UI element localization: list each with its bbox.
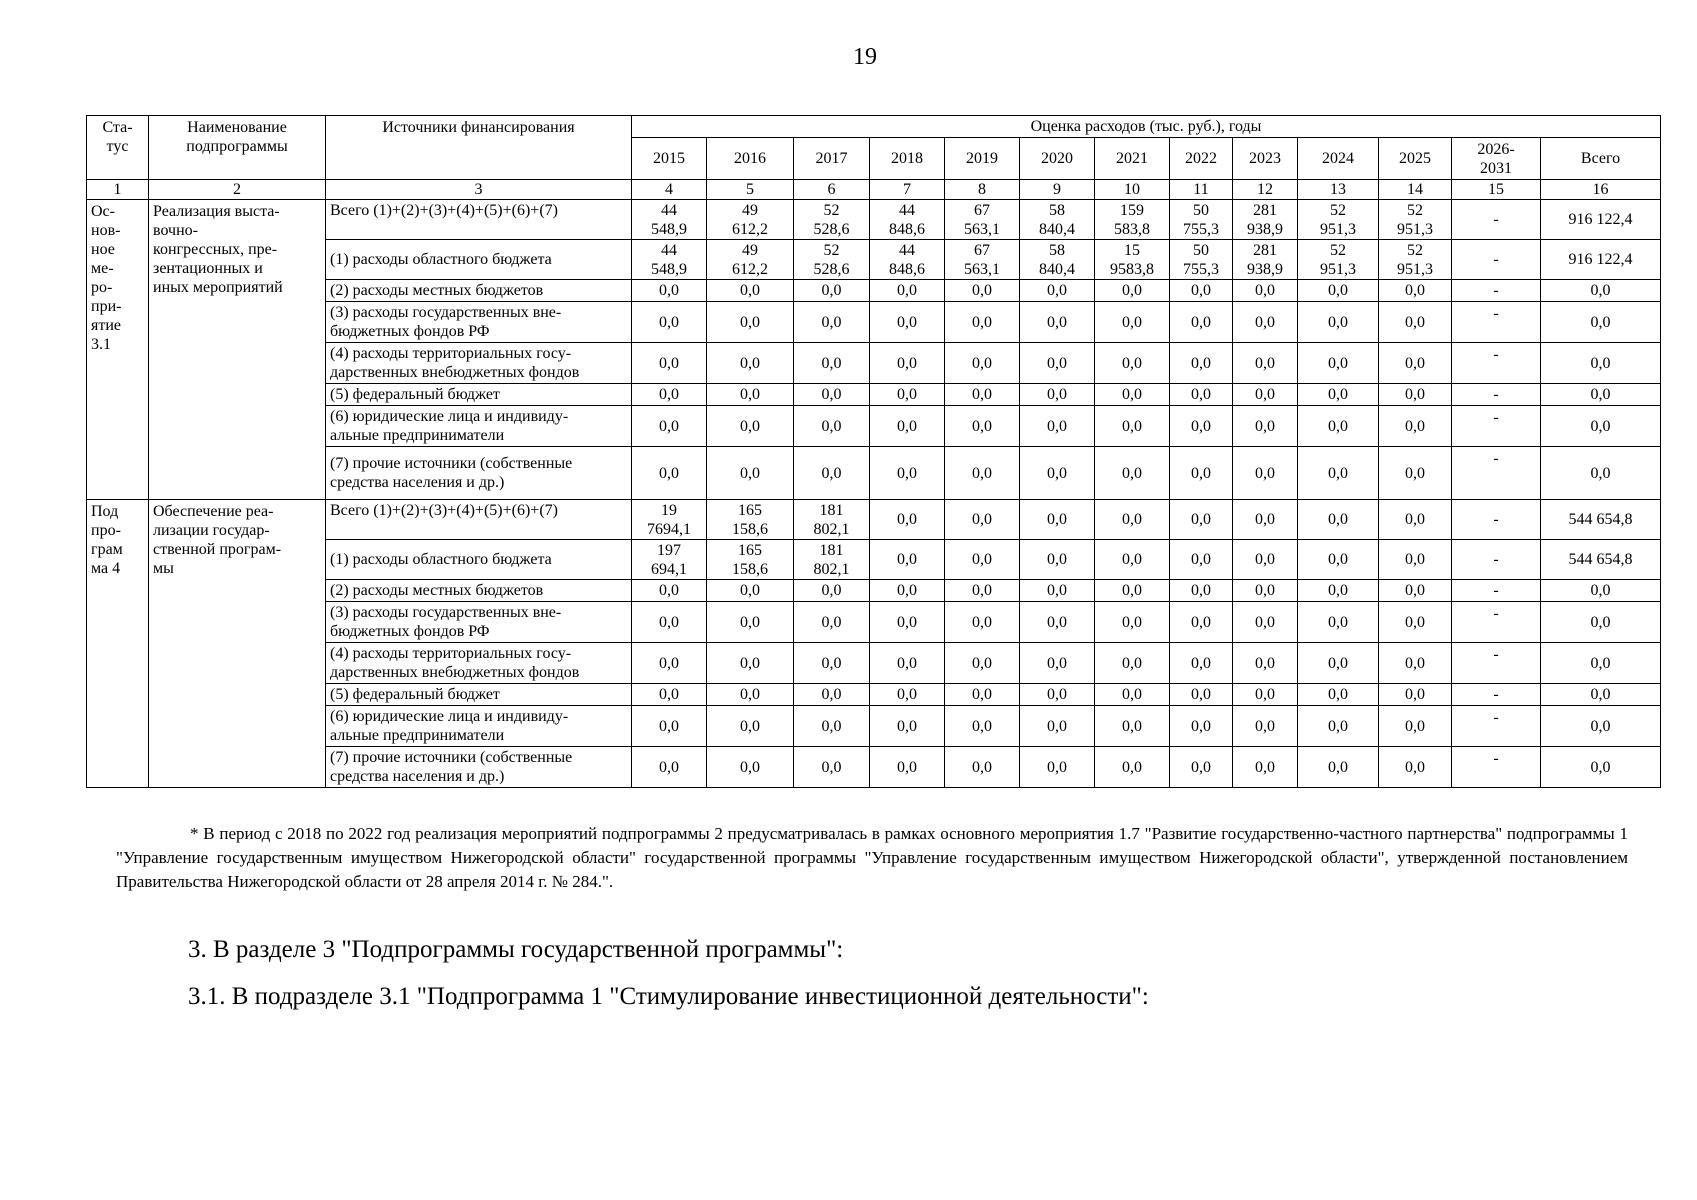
value-cell: 0,0 [1298, 406, 1379, 447]
header-status: Ста- тус [87, 116, 149, 180]
value-cell: 0,0 [1298, 540, 1379, 580]
value-cell: 0,0 [1020, 280, 1095, 302]
total-value-cell: 544 654,8 [1541, 540, 1661, 580]
column-number: 16 [1541, 180, 1661, 200]
total-value-cell: 0,0 [1541, 747, 1661, 788]
value-cell: 0,0 [707, 747, 794, 788]
value-cell: 0,0 [945, 684, 1020, 706]
value-cell: 0,0 [794, 580, 870, 602]
value-cell: 0,0 [870, 706, 945, 747]
value-cell: 0,0 [632, 747, 707, 788]
value-cell: 49 612,2 [707, 240, 794, 280]
value-cell: 0,0 [1233, 447, 1298, 500]
header-year: 2025 [1379, 138, 1452, 180]
value-cell: 0,0 [945, 747, 1020, 788]
value-cell: 0,0 [1095, 384, 1170, 406]
value-cell: 0,0 [1095, 406, 1170, 447]
value-cell: 0,0 [794, 706, 870, 747]
section-paragraph-3-1: 3.1. В подразделе 3.1 "Подпрограмма 1 "Стимулирование инвестиционной деятельности": [188, 983, 1149, 1010]
value-cell: 0,0 [870, 447, 945, 500]
value-cell: 0,0 [632, 643, 707, 684]
value-cell: 281 938,9 [1233, 240, 1298, 280]
value-cell: 0,0 [1298, 580, 1379, 602]
value-cell: 0,0 [1095, 684, 1170, 706]
value-cell: 281 938,9 [1233, 200, 1298, 240]
value-cell: 0,0 [945, 580, 1020, 602]
funding-source-cell: (2) расходы местных бюджетов [326, 580, 632, 602]
value-cell: 0,0 [1020, 302, 1095, 343]
total-value-cell: 0,0 [1541, 406, 1661, 447]
value-cell: 0,0 [870, 684, 945, 706]
value-cell: 0,0 [870, 384, 945, 406]
value-cell: 0,0 [1233, 602, 1298, 643]
value-cell: 0,0 [1170, 280, 1233, 302]
column-number: 6 [794, 180, 870, 200]
value-cell: 0,0 [1020, 500, 1095, 540]
value-cell: 0,0 [1095, 602, 1170, 643]
value-cell: 0,0 [870, 643, 945, 684]
value-cell: 0,0 [1170, 302, 1233, 343]
value-cell: 0,0 [945, 447, 1020, 500]
value-cell: 67 563,1 [945, 240, 1020, 280]
subprogram-name-cell: Реализация выста- вочно- конгрессных, пре- зентационных и иных мероприятий [149, 200, 326, 500]
value-cell: 165 158,6 [707, 540, 794, 580]
value-cell: 0,0 [794, 602, 870, 643]
value-cell: 165 158,6 [707, 500, 794, 540]
value-cell: 0,0 [1170, 406, 1233, 447]
value-cell: 0,0 [794, 447, 870, 500]
value-cell: 0,0 [1379, 447, 1452, 500]
value-cell: 0,0 [794, 643, 870, 684]
status-cell: Под про- грам ма 4 [87, 500, 149, 788]
value-cell: 0,0 [945, 406, 1020, 447]
value-cell: 49 612,2 [707, 200, 794, 240]
value-cell: 0,0 [870, 280, 945, 302]
header-year: 2019 [945, 138, 1020, 180]
value-cell: 0,0 [1233, 747, 1298, 788]
section-paragraph-3: 3. В разделе 3 "Подпрограммы государственной программы": [188, 936, 844, 963]
value-cell: - [1452, 200, 1541, 240]
value-cell: 52 528,6 [794, 200, 870, 240]
value-cell: 0,0 [632, 706, 707, 747]
value-cell: 0,0 [1020, 706, 1095, 747]
value-cell: 0,0 [1170, 540, 1233, 580]
value-cell: 58 840,4 [1020, 200, 1095, 240]
value-cell: 0,0 [1095, 500, 1170, 540]
column-number: 5 [707, 180, 794, 200]
column-number: 10 [1095, 180, 1170, 200]
value-cell: 0,0 [945, 643, 1020, 684]
value-cell: 0,0 [870, 406, 945, 447]
funding-source-cell: Всего (1)+(2)+(3)+(4)+(5)+(6)+(7) [326, 500, 632, 540]
column-number: 11 [1170, 180, 1233, 200]
total-value-cell: 0,0 [1541, 447, 1661, 500]
value-cell: 0,0 [1020, 684, 1095, 706]
value-cell: - [1452, 500, 1541, 540]
value-cell: 181 802,1 [794, 500, 870, 540]
value-cell: 0,0 [1298, 602, 1379, 643]
value-cell: 0,0 [1170, 447, 1233, 500]
column-number: 3 [326, 180, 632, 200]
value-cell: 0,0 [1298, 684, 1379, 706]
value-cell: 0,0 [1095, 343, 1170, 384]
value-cell: - [1452, 406, 1541, 447]
value-cell: 0,0 [794, 684, 870, 706]
header-year: 2020 [1020, 138, 1095, 180]
value-cell: 0,0 [945, 343, 1020, 384]
value-cell: 67 563,1 [945, 200, 1020, 240]
funding-source-cell: (5) федеральный бюджет [326, 684, 632, 706]
total-value-cell: 0,0 [1541, 643, 1661, 684]
value-cell: 50 755,3 [1170, 240, 1233, 280]
value-cell: 0,0 [870, 540, 945, 580]
value-cell: 0,0 [1020, 540, 1095, 580]
value-cell: 0,0 [870, 500, 945, 540]
table-row [87, 200, 1661, 240]
table-row [87, 500, 1661, 540]
value-cell: 0,0 [1233, 643, 1298, 684]
funding-source-cell: (2) расходы местных бюджетов [326, 280, 632, 302]
value-cell: 0,0 [632, 447, 707, 500]
value-cell: 0,0 [707, 447, 794, 500]
value-cell: 0,0 [1379, 602, 1452, 643]
header-year: Всего [1541, 138, 1661, 180]
value-cell: 52 951,3 [1298, 240, 1379, 280]
header-year: 2016 [707, 138, 794, 180]
funding-source-cell: (5) федеральный бюджет [326, 384, 632, 406]
value-cell: 0,0 [870, 747, 945, 788]
value-cell: - [1452, 580, 1541, 602]
value-cell: 0,0 [1298, 384, 1379, 406]
funding-source-cell: (1) расходы областного бюджета [326, 540, 632, 580]
value-cell: 0,0 [632, 406, 707, 447]
column-number: 9 [1020, 180, 1095, 200]
value-cell: 0,0 [794, 384, 870, 406]
header-year: 2023 [1233, 138, 1298, 180]
value-cell: 0,0 [1020, 447, 1095, 500]
value-cell: - [1452, 302, 1541, 343]
value-cell: 0,0 [632, 684, 707, 706]
value-cell: 0,0 [870, 343, 945, 384]
value-cell: 0,0 [632, 280, 707, 302]
value-cell: 0,0 [1095, 280, 1170, 302]
value-cell: - [1452, 643, 1541, 684]
value-cell: 0,0 [1379, 406, 1452, 447]
value-cell: 0,0 [945, 602, 1020, 643]
value-cell: 52 951,3 [1379, 200, 1452, 240]
value-cell: 0,0 [794, 747, 870, 788]
value-cell: 0,0 [632, 580, 707, 602]
value-cell: - [1452, 747, 1541, 788]
header-year: 2024 [1298, 138, 1379, 180]
value-cell: 0,0 [1233, 384, 1298, 406]
funding-source-cell: (3) расходы государственных вне- бюджетных фондов РФ [326, 602, 632, 643]
value-cell: 0,0 [1298, 343, 1379, 384]
value-cell: 44 848,6 [870, 200, 945, 240]
value-cell: 0,0 [1095, 447, 1170, 500]
value-cell: 0,0 [870, 302, 945, 343]
total-value-cell: 0,0 [1541, 343, 1661, 384]
status-cell: Ос- нов- ное ме- ро- при- ятие 3.1 [87, 200, 149, 500]
value-cell: 0,0 [1020, 602, 1095, 643]
value-cell: 58 840,4 [1020, 240, 1095, 280]
value-cell: - [1452, 706, 1541, 747]
value-cell: 44 548,9 [632, 240, 707, 280]
value-cell: 0,0 [707, 684, 794, 706]
value-cell: 0,0 [707, 580, 794, 602]
value-cell: 0,0 [1298, 302, 1379, 343]
header-estimate: Оценка расходов (тыс. руб.), годы [632, 116, 1661, 138]
column-number: 14 [1379, 180, 1452, 200]
value-cell: 0,0 [1170, 706, 1233, 747]
value-cell: 0,0 [870, 602, 945, 643]
value-cell: 0,0 [1020, 580, 1095, 602]
value-cell: 0,0 [707, 302, 794, 343]
funding-source-cell: (6) юридические лица и индивиду- альные предприниматели [326, 406, 632, 447]
column-number: 7 [870, 180, 945, 200]
value-cell: 197 694,1 [632, 540, 707, 580]
value-cell: 0,0 [1170, 580, 1233, 602]
value-cell: 0,0 [1379, 500, 1452, 540]
header-sources: Источники финансирования [326, 116, 632, 180]
value-cell: 0,0 [1233, 706, 1298, 747]
total-value-cell: 0,0 [1541, 706, 1661, 747]
value-cell: 0,0 [1170, 643, 1233, 684]
value-cell: 52 528,6 [794, 240, 870, 280]
value-cell: 0,0 [945, 302, 1020, 343]
value-cell: 0,0 [1298, 447, 1379, 500]
value-cell: 0,0 [1298, 500, 1379, 540]
total-value-cell: 0,0 [1541, 580, 1661, 602]
value-cell: 0,0 [1379, 747, 1452, 788]
funding-source-cell: (4) расходы территориальных госу- дарственных внебюджетных фондов [326, 643, 632, 684]
value-cell: 0,0 [1233, 302, 1298, 343]
value-cell: - [1452, 343, 1541, 384]
value-cell: 0,0 [794, 343, 870, 384]
value-cell: 0,0 [1379, 684, 1452, 706]
value-cell: 0,0 [707, 280, 794, 302]
value-cell: 0,0 [945, 540, 1020, 580]
value-cell: 0,0 [1095, 302, 1170, 343]
value-cell: 0,0 [1170, 747, 1233, 788]
value-cell: - [1452, 384, 1541, 406]
value-cell: 0,0 [1233, 540, 1298, 580]
value-cell: 44 548,9 [632, 200, 707, 240]
page-number: 19 [853, 44, 877, 70]
value-cell: 0,0 [1170, 343, 1233, 384]
value-cell: 0,0 [1379, 580, 1452, 602]
header-year: 2022 [1170, 138, 1233, 180]
value-cell: - [1452, 602, 1541, 643]
value-cell: 0,0 [1020, 384, 1095, 406]
header-year: 2015 [632, 138, 707, 180]
value-cell: 52 951,3 [1298, 200, 1379, 240]
value-cell: 0,0 [632, 343, 707, 384]
value-cell: 0,0 [1298, 747, 1379, 788]
value-cell: 0,0 [870, 580, 945, 602]
value-cell: - [1452, 684, 1541, 706]
value-cell: 0,0 [1298, 280, 1379, 302]
value-cell: 0,0 [1379, 540, 1452, 580]
value-cell: 0,0 [707, 343, 794, 384]
value-cell: 0,0 [1233, 500, 1298, 540]
value-cell: 15 9583,8 [1095, 240, 1170, 280]
subprogram-name-cell: Обеспечение реа- лизации государ- ственной програм- мы [149, 500, 326, 788]
value-cell: - [1452, 240, 1541, 280]
column-number: 4 [632, 180, 707, 200]
header-year: 2017 [794, 138, 870, 180]
value-cell: 159 583,8 [1095, 200, 1170, 240]
value-cell: 0,0 [1170, 602, 1233, 643]
value-cell: 0,0 [632, 302, 707, 343]
funding-source-cell: (1) расходы областного бюджета [326, 240, 632, 280]
value-cell: 0,0 [707, 384, 794, 406]
value-cell: 0,0 [1233, 580, 1298, 602]
value-cell: 0,0 [1170, 500, 1233, 540]
value-cell: 0,0 [1379, 706, 1452, 747]
value-cell: 0,0 [1095, 580, 1170, 602]
value-cell: 0,0 [945, 384, 1020, 406]
value-cell: 0,0 [1020, 747, 1095, 788]
total-value-cell: 0,0 [1541, 684, 1661, 706]
value-cell: 0,0 [1298, 643, 1379, 684]
total-value-cell: 0,0 [1541, 384, 1661, 406]
value-cell: 0,0 [632, 602, 707, 643]
value-cell: 0,0 [1379, 384, 1452, 406]
value-cell: 0,0 [707, 706, 794, 747]
value-cell: 52 951,3 [1379, 240, 1452, 280]
value-cell: 50 755,3 [1170, 200, 1233, 240]
value-cell: 0,0 [945, 280, 1020, 302]
value-cell: 0,0 [945, 500, 1020, 540]
total-value-cell: 0,0 [1541, 602, 1661, 643]
header-year: 2018 [870, 138, 945, 180]
total-value-cell: 544 654,8 [1541, 500, 1661, 540]
funding-source-cell: (6) юридические лица и индивиду- альные предприниматели [326, 706, 632, 747]
value-cell: 0,0 [632, 384, 707, 406]
column-number: 2 [149, 180, 326, 200]
value-cell: 0,0 [1170, 384, 1233, 406]
column-number: 8 [945, 180, 1020, 200]
total-value-cell: 0,0 [1541, 302, 1661, 343]
value-cell: 0,0 [1020, 406, 1095, 447]
value-cell: 0,0 [1095, 540, 1170, 580]
footnote: * В период с 2018 по 2022 год реализация мероприятий подпрограммы 2 предусматривалась в рамках основного мероприятия 1.7 "Развитие государственно-частного партнерства" подпрограммы 1 "Управление государственным имуществом Нижегородской области" государственной программы "Управление государственным имуществом Нижегородской области", утвержденной постановлением Правительства Нижегородской области от 28 апреля 2014 г. № 284.". [116, 824, 1628, 891]
value-cell: 0,0 [1020, 343, 1095, 384]
value-cell: 0,0 [1379, 280, 1452, 302]
funding-source-cell: (4) расходы территориальных госу- дарственных внебюджетных фондов [326, 343, 632, 384]
value-cell: 0,0 [945, 706, 1020, 747]
value-cell: 0,0 [1379, 343, 1452, 384]
value-cell: - [1452, 280, 1541, 302]
funding-source-cell: (7) прочие источники (собственные средства населения и др.) [326, 747, 632, 788]
value-cell: 0,0 [707, 643, 794, 684]
financing-table [86, 115, 1661, 788]
value-cell: 0,0 [794, 280, 870, 302]
value-cell: 0,0 [707, 406, 794, 447]
value-cell: 44 848,6 [870, 240, 945, 280]
total-value-cell: 916 122,4 [1541, 200, 1661, 240]
header-subprogram-name: Наименование подпрограммы [149, 116, 326, 180]
value-cell: - [1452, 447, 1541, 500]
value-cell: 0,0 [1298, 706, 1379, 747]
value-cell: 0,0 [1095, 747, 1170, 788]
total-value-cell: 916 122,4 [1541, 240, 1661, 280]
value-cell: 0,0 [1233, 684, 1298, 706]
header-year: 2026- 2031 [1452, 138, 1541, 180]
column-number: 1 [87, 180, 149, 200]
column-number: 12 [1233, 180, 1298, 200]
column-numbers-row [87, 180, 1661, 200]
value-cell: 0,0 [794, 302, 870, 343]
value-cell: 181 802,1 [794, 540, 870, 580]
value-cell: 0,0 [707, 602, 794, 643]
value-cell: 0,0 [1095, 706, 1170, 747]
column-number: 13 [1298, 180, 1379, 200]
funding-source-cell: (7) прочие источники (собственные средства населения и др.) [326, 447, 632, 500]
value-cell: - [1452, 540, 1541, 580]
value-cell: 0,0 [1233, 280, 1298, 302]
value-cell: 0,0 [1020, 643, 1095, 684]
value-cell: 0,0 [794, 406, 870, 447]
value-cell: 0,0 [1379, 643, 1452, 684]
funding-source-cell: (3) расходы государственных вне- бюджетных фондов РФ [326, 302, 632, 343]
value-cell: 0,0 [1095, 643, 1170, 684]
value-cell: 0,0 [1233, 406, 1298, 447]
value-cell: 0,0 [1379, 302, 1452, 343]
value-cell: 0,0 [1170, 684, 1233, 706]
header-year: 2021 [1095, 138, 1170, 180]
total-value-cell: 0,0 [1541, 280, 1661, 302]
funding-source-cell: Всего (1)+(2)+(3)+(4)+(5)+(6)+(7) [326, 200, 632, 240]
value-cell: 19 7694,1 [632, 500, 707, 540]
column-number: 15 [1452, 180, 1541, 200]
value-cell: 0,0 [1233, 343, 1298, 384]
